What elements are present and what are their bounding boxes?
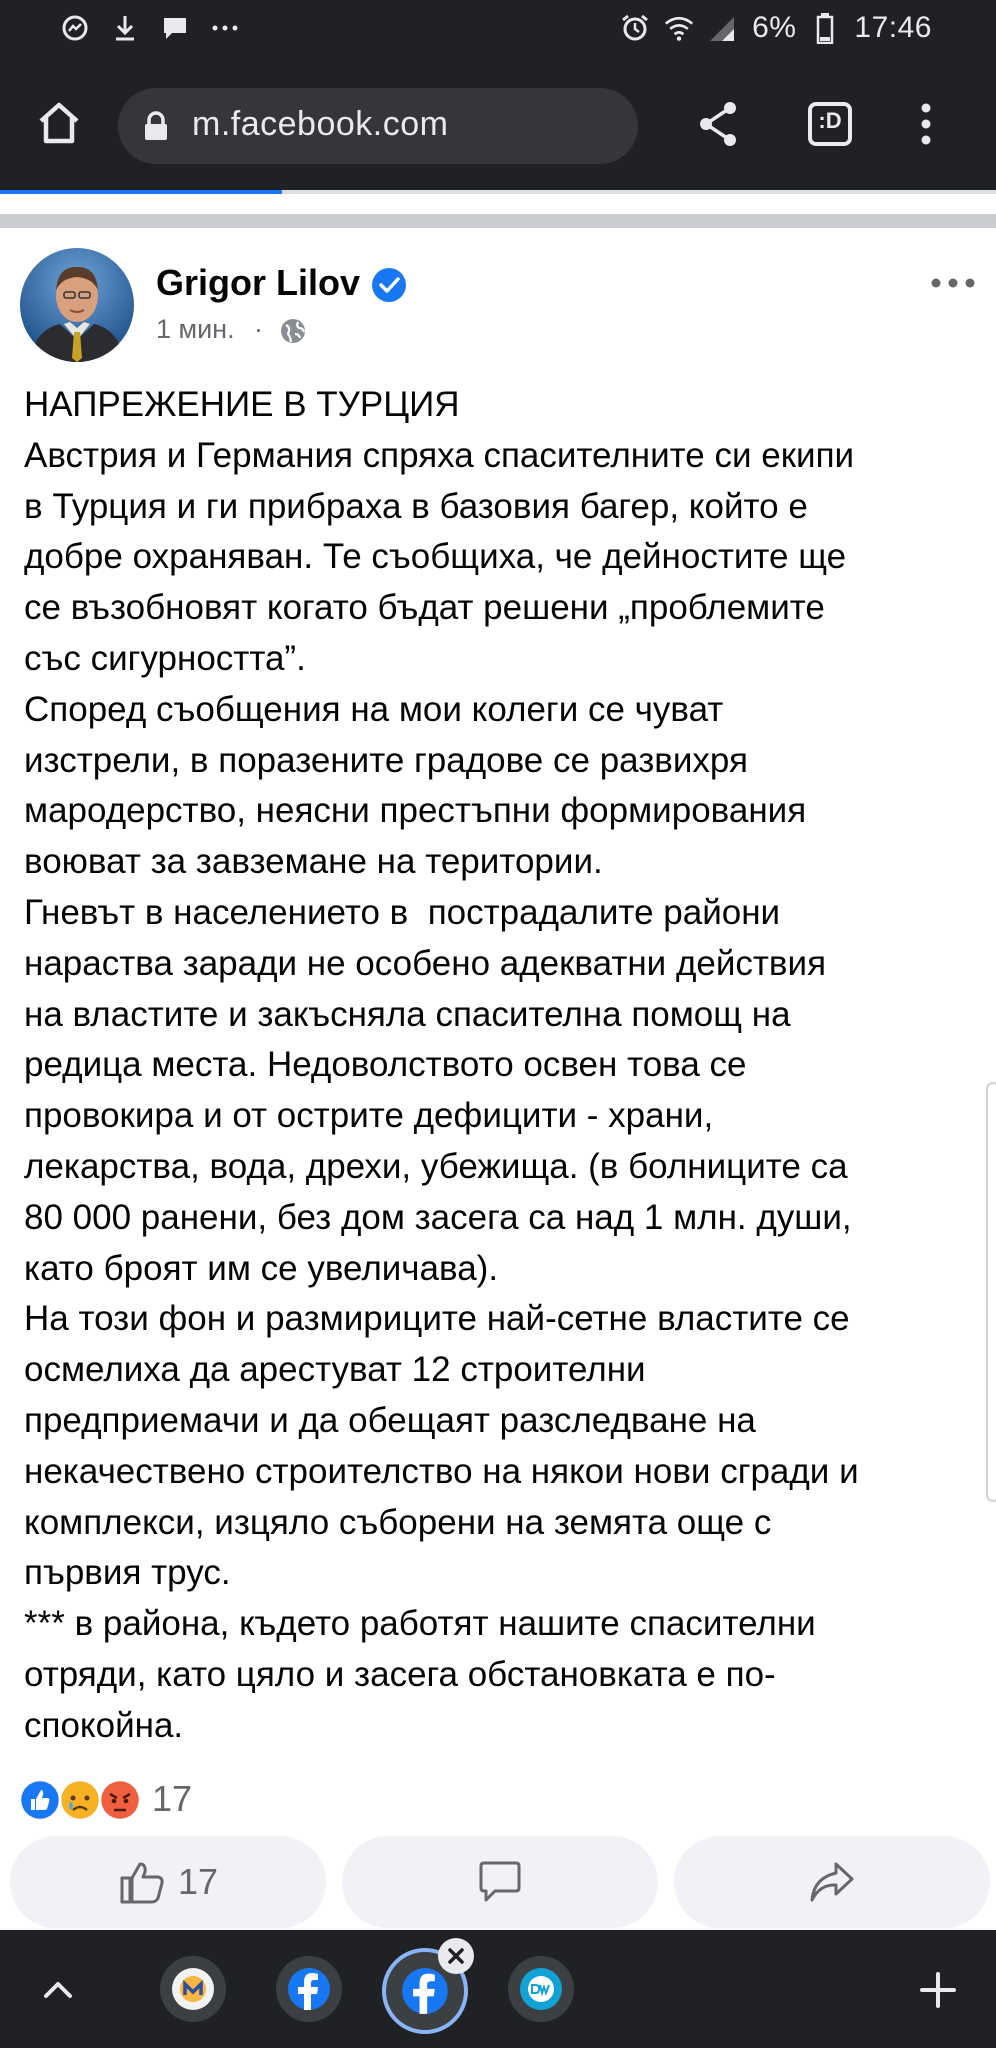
reaction-count[interactable]: 17 <box>152 1778 193 1819</box>
verified-badge-icon <box>370 266 408 304</box>
status-bar <box>0 0 996 56</box>
plus-icon <box>918 1970 958 2010</box>
tab-thumbnail-2[interactable] <box>276 1956 342 2022</box>
messenger-notification-icon <box>60 13 90 43</box>
battery-icon <box>810 13 840 43</box>
address-bar[interactable] <box>118 88 638 164</box>
home-button[interactable] <box>30 94 88 152</box>
home-icon <box>35 99 83 147</box>
browser-menu-button[interactable] <box>902 96 950 152</box>
chat-notification-icon <box>160 13 190 43</box>
meta-separator: · <box>254 314 263 344</box>
tab-thumbnail-1[interactable] <box>160 1956 226 2022</box>
new-tab-button[interactable] <box>918 1970 958 2010</box>
lock-icon <box>140 110 172 142</box>
tab-strip <box>0 1930 996 2048</box>
thumbs-up-icon <box>118 1860 166 1904</box>
more-horizontal-icon <box>930 268 976 298</box>
like-count: 17 <box>177 1861 219 1902</box>
sad-reaction-icon <box>60 1780 100 1820</box>
public-globe-icon <box>278 316 308 346</box>
author-avatar[interactable] <box>20 248 134 362</box>
page-load-progress <box>0 190 282 194</box>
feed-separator <box>0 214 996 228</box>
more-notifications-icon <box>210 13 240 43</box>
download-icon <box>110 13 140 43</box>
tabs-icon-label: :D <box>818 108 842 133</box>
comment-icon <box>477 1860 523 1904</box>
browser-toolbar <box>0 56 996 190</box>
alarm-icon <box>620 13 650 43</box>
signal-icon <box>708 13 738 43</box>
facebook-favicon-icon <box>286 1966 332 2012</box>
wifi-icon <box>664 13 694 43</box>
chevron-up-icon <box>38 1970 78 2010</box>
url-text: m.facebook.com <box>192 105 449 143</box>
post-timestamp[interactable]: 1 мин. <box>156 314 235 344</box>
expand-tabs-button[interactable] <box>38 1970 78 2010</box>
close-icon <box>446 1946 466 1966</box>
site-favicon-icon <box>170 1966 216 2012</box>
author-name[interactable]: Grigor Lilov <box>156 262 361 303</box>
reaction-icons[interactable] <box>18 1778 148 1822</box>
share-icon <box>692 96 748 152</box>
share-post-button[interactable] <box>674 1836 990 1928</box>
angry-reaction-icon <box>100 1780 140 1820</box>
tabs-switcher-button[interactable] <box>802 96 858 152</box>
clock: 17:46 <box>854 11 932 44</box>
dw-favicon-icon <box>518 1966 564 2012</box>
battery-percent: 6% <box>752 11 797 44</box>
close-tab-button[interactable] <box>438 1938 474 1974</box>
facebook-favicon-icon <box>400 1966 450 2016</box>
tab-thumbnail-4[interactable] <box>508 1956 574 2022</box>
like-button[interactable] <box>10 1836 326 1928</box>
like-reaction-icon <box>20 1780 60 1820</box>
comment-button[interactable] <box>342 1836 658 1928</box>
post-text: НАПРЕЖЕНИЕ В ТУРЦИЯ Австрия и Германия спряха спасителните си екипи в Турция и ги прибраха в базовия багер, който е добре охраняван. Те съобщиха, че дейностите ще се възобновят когато бъдат решени „проблемите със сигурността”. Според съобщения на мои колеги се чуват изстрели, в поразените градове се развихря мародерство, неясни престъпни формирования воюват за завземане на територии. Гневът в населението в пострадалите райони нараства заради не особено адекватни действия на властите и закъсняла спасителна помощ на редица места. Недоволството освен това се провокира и от острите дефицити - храни, лекарства, вода, дрехи, убежища. (в болниците са 80 000 ранени, без дом засега са над 1 млн. души, като броят им се увеличава). На този фон и размириците най-сетне властите се осмелиха да арестуват 12 строителни предприемачи и да обещаят разследване на некачествено строителство на някои нови сгради и комплекси, изцяло съборени на земята още с първия трус. *** в района, където работят нашите спасителни отряди, като цяло и засега обстановката е по- спокойна. <box>24 385 859 1745</box>
scroll-handle[interactable] <box>986 1082 996 1502</box>
share-arrow-icon <box>808 1860 856 1904</box>
kebab-menu-icon <box>902 96 950 152</box>
post-options-button[interactable] <box>930 268 976 298</box>
share-page-button[interactable] <box>692 96 748 152</box>
